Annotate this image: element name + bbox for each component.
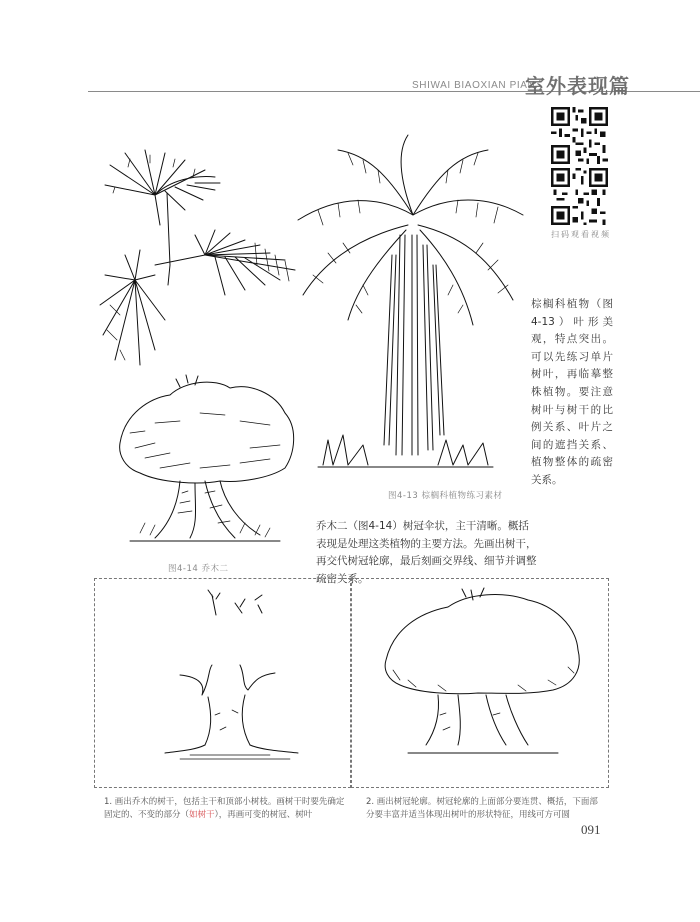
figure-caption-4-14: 图4-14 乔木二: [168, 564, 229, 574]
qr-code-icon[interactable]: [551, 107, 608, 164]
palm-tree-drawing: [288, 135, 528, 480]
step-1-highlight: 如树干: [189, 810, 215, 820]
step-1-text-after: ），再画可变的树冠、树叶: [214, 810, 313, 820]
palm-description: 棕榈科植物（图4-13）叶形美观，特点突出。可以先练习单片树叶，再临摹整株植物。要注意树叶与树干的比例关系、叶片之间的遮挡关系、植物整体的疏密关系。: [531, 298, 613, 486]
page-number: 091: [581, 822, 601, 837]
tree-description: 乔木二（图4-14）树冠伞状，主干清晰。概括表现是处理这类植物的主要方法。先画出树干，再交代树冠轮廓，最后刻画交界线、细节并调整疏密关系。: [316, 520, 537, 585]
palm-leaf-sketches: [95, 145, 305, 375]
step-1-description: [104, 796, 349, 822]
step-2-description: 2. 画出树冠轮廓。树冠轮廓的上面部分要连贯、概括，下面部分要丰富并适当体现出树叶的形状特征，用线可方可圆: [366, 797, 598, 820]
qr-caption: 扫码观看视频: [551, 230, 611, 239]
step-1-trunk-drawing: [150, 585, 310, 775]
qr-code-icon[interactable]: [551, 168, 608, 225]
header-title: 室外表现篇: [525, 74, 630, 98]
umbrella-tree-drawing: [110, 373, 300, 553]
step-2-crown-drawing: [378, 585, 588, 775]
step-1-text-before: 1. 画出乔木的树干，包括主干和顶部小树枝。画树干时要先确定固定的、不变的部分（: [104, 797, 345, 820]
header-subtitle: SHIWAI BIAOXIAN PIAN: [412, 80, 536, 91]
figure-caption-4-13: 图4-13 棕榈科植物练习素材: [388, 491, 503, 501]
